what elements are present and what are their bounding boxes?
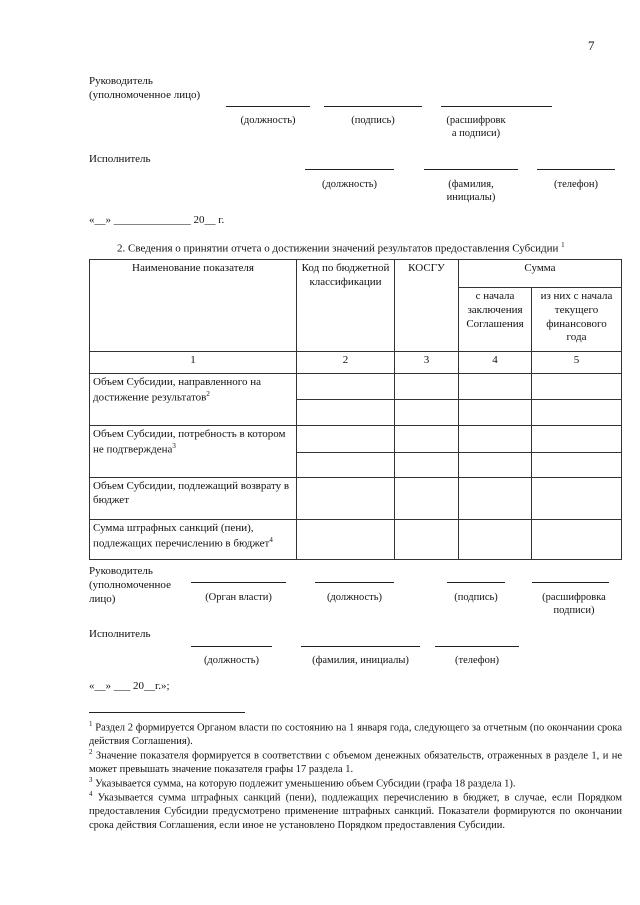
table-cell[interactable] bbox=[459, 400, 532, 426]
authority-line[interactable] bbox=[191, 582, 286, 583]
header-kosgu: КОСГУ bbox=[395, 260, 459, 352]
executor-position-line-2[interactable] bbox=[191, 646, 272, 647]
date-line-2: «__» ___ 20__г.»; bbox=[89, 680, 170, 692]
header-budget-code: Код по бюджетной классификации bbox=[297, 260, 395, 352]
table-cell[interactable] bbox=[395, 520, 459, 560]
table-cell[interactable] bbox=[459, 453, 532, 478]
signature-line-2[interactable] bbox=[447, 582, 505, 583]
position-caption-2: (должность) bbox=[326, 592, 383, 603]
table-cell[interactable] bbox=[297, 478, 395, 520]
executor-label: Исполнитель bbox=[89, 153, 151, 165]
table-row bbox=[90, 520, 622, 560]
executor-position-caption: (должность) bbox=[321, 179, 378, 190]
row-label-directed-subsidy: Объем Субсидии, направленного на достижение результатов$^2$ bbox=[90, 374, 297, 426]
row-label-unconfirmed-subsidy: Объем Субсидии, потребность в котором не подтверждена$^3$ bbox=[90, 426, 297, 478]
column-number: 1 bbox=[90, 352, 297, 374]
executor-name-caption: (фамилия, инициалы) bbox=[446, 179, 496, 204]
column-numbers-row bbox=[90, 352, 622, 374]
table-cell[interactable] bbox=[297, 400, 395, 426]
table-cell[interactable] bbox=[297, 453, 395, 478]
report-table bbox=[89, 259, 622, 560]
table-cell[interactable] bbox=[532, 374, 622, 400]
executor-phone-caption-2: (телефон) bbox=[455, 655, 499, 666]
table-cell[interactable] bbox=[532, 478, 622, 520]
executor-label-2: Исполнитель bbox=[89, 628, 151, 640]
table-cell[interactable] bbox=[459, 374, 532, 400]
column-number: 5 bbox=[532, 352, 622, 374]
header-indicator-name: Наименование показателя bbox=[90, 260, 297, 352]
table-cell[interactable] bbox=[395, 478, 459, 520]
table-cell[interactable] bbox=[395, 426, 459, 453]
footnote-1: $^1$ Раздел 2 формируется Органом власти по состоянию на 1 января года, следующего за отчетным (по окончании срока действия Соглашения). bbox=[89, 720, 623, 748]
table-row bbox=[90, 478, 622, 520]
table-cell[interactable] bbox=[459, 478, 532, 520]
executor-position-line[interactable] bbox=[305, 169, 394, 170]
signature-decode-caption-2: (расшифровка подписи) bbox=[542, 592, 606, 617]
header-sum: Сумма bbox=[459, 260, 622, 288]
table-row bbox=[90, 426, 622, 453]
signature-caption-2: (подпись) bbox=[454, 592, 498, 603]
executor-phone-line-2[interactable] bbox=[435, 646, 519, 647]
footnote-3: $^3$ Указывается сумма, на которую подлежит уменьшению объем Субсидии (графа 18 раздела 1). bbox=[89, 776, 516, 790]
column-number: 2 bbox=[297, 352, 395, 374]
table-cell[interactable] bbox=[297, 374, 395, 400]
signature-decode-line[interactable] bbox=[441, 106, 552, 107]
row-label-subsidy-return: Объем Субсидии, подлежащий возврату в бюджет bbox=[90, 478, 297, 520]
page-number: 7 bbox=[588, 38, 595, 53]
table-cell[interactable] bbox=[459, 426, 532, 453]
table-cell[interactable] bbox=[395, 374, 459, 400]
table-cell[interactable] bbox=[532, 400, 622, 426]
section-2-title: 2. Сведения о принятии отчета о достижении значений результатов предоставления Субсидии $^1$ bbox=[117, 241, 565, 255]
table-cell[interactable] bbox=[297, 426, 395, 453]
position-caption: (должность) bbox=[240, 115, 296, 126]
executor-name-caption-2: (фамилия, инициалы) bbox=[312, 655, 409, 666]
row-label-penalties: Сумма штрафных санкций (пени), подлежащих перечислению в бюджет$^4$ bbox=[90, 520, 297, 560]
column-number: 4 bbox=[459, 352, 532, 374]
footnote-divider bbox=[89, 712, 245, 713]
executor-name-line[interactable] bbox=[424, 169, 518, 170]
table-cell[interactable] bbox=[297, 520, 395, 560]
table-cell[interactable] bbox=[395, 453, 459, 478]
signature-line[interactable] bbox=[324, 106, 422, 107]
header-sum-from-start: с начала заключения Соглашения bbox=[459, 288, 532, 352]
executor-name-line-2[interactable] bbox=[301, 646, 420, 647]
executor-phone-caption: (телефон) bbox=[554, 179, 598, 190]
header-sum-current-year: из них с начала текущего финансового года bbox=[532, 288, 622, 352]
table-row bbox=[90, 374, 622, 400]
signature-decode-line-2[interactable] bbox=[532, 582, 609, 583]
footnote-4: $^4$ Указывается сумма штрафных санкций (пени), подлежащих перечислению в бюджет, в случае, если Порядком предоставления Субсидии предусмотрено применение штрафных санкций. Показатели формируются по окончании срока действия Соглашения, если иное не установлено Порядком предоставления Субсидии. bbox=[89, 790, 623, 831]
head-label-2: Руководитель (уполномоченное лицо) bbox=[89, 565, 171, 605]
date-line: «__» ______________ 20__ г. bbox=[89, 214, 225, 226]
table-cell[interactable] bbox=[532, 426, 622, 453]
authority-caption: (Орган власти) bbox=[205, 592, 272, 603]
position-line[interactable] bbox=[226, 106, 310, 107]
table-cell[interactable] bbox=[532, 453, 622, 478]
signature-caption: (подпись) bbox=[351, 115, 395, 126]
head-label: Руководитель (уполномоченное лицо) bbox=[89, 75, 201, 101]
table-cell[interactable] bbox=[532, 520, 622, 560]
executor-position-caption-2: (должность) bbox=[203, 655, 260, 666]
footnote-ref: 1 bbox=[561, 241, 565, 249]
position-line-2[interactable] bbox=[315, 582, 394, 583]
footnote-2: $^2$ Значение показателя формируется в соответствии с объемом денежных обязательств, отраженных в разделе 1, и не может превышать значение показателя графы 17 раздела 1. bbox=[89, 748, 623, 776]
signature-decode-caption: (расшифровк а подписи) bbox=[446, 115, 506, 140]
executor-phone-line[interactable] bbox=[537, 169, 615, 170]
table-cell[interactable] bbox=[459, 520, 532, 560]
column-number: 3 bbox=[395, 352, 459, 374]
table-cell[interactable] bbox=[395, 400, 459, 426]
